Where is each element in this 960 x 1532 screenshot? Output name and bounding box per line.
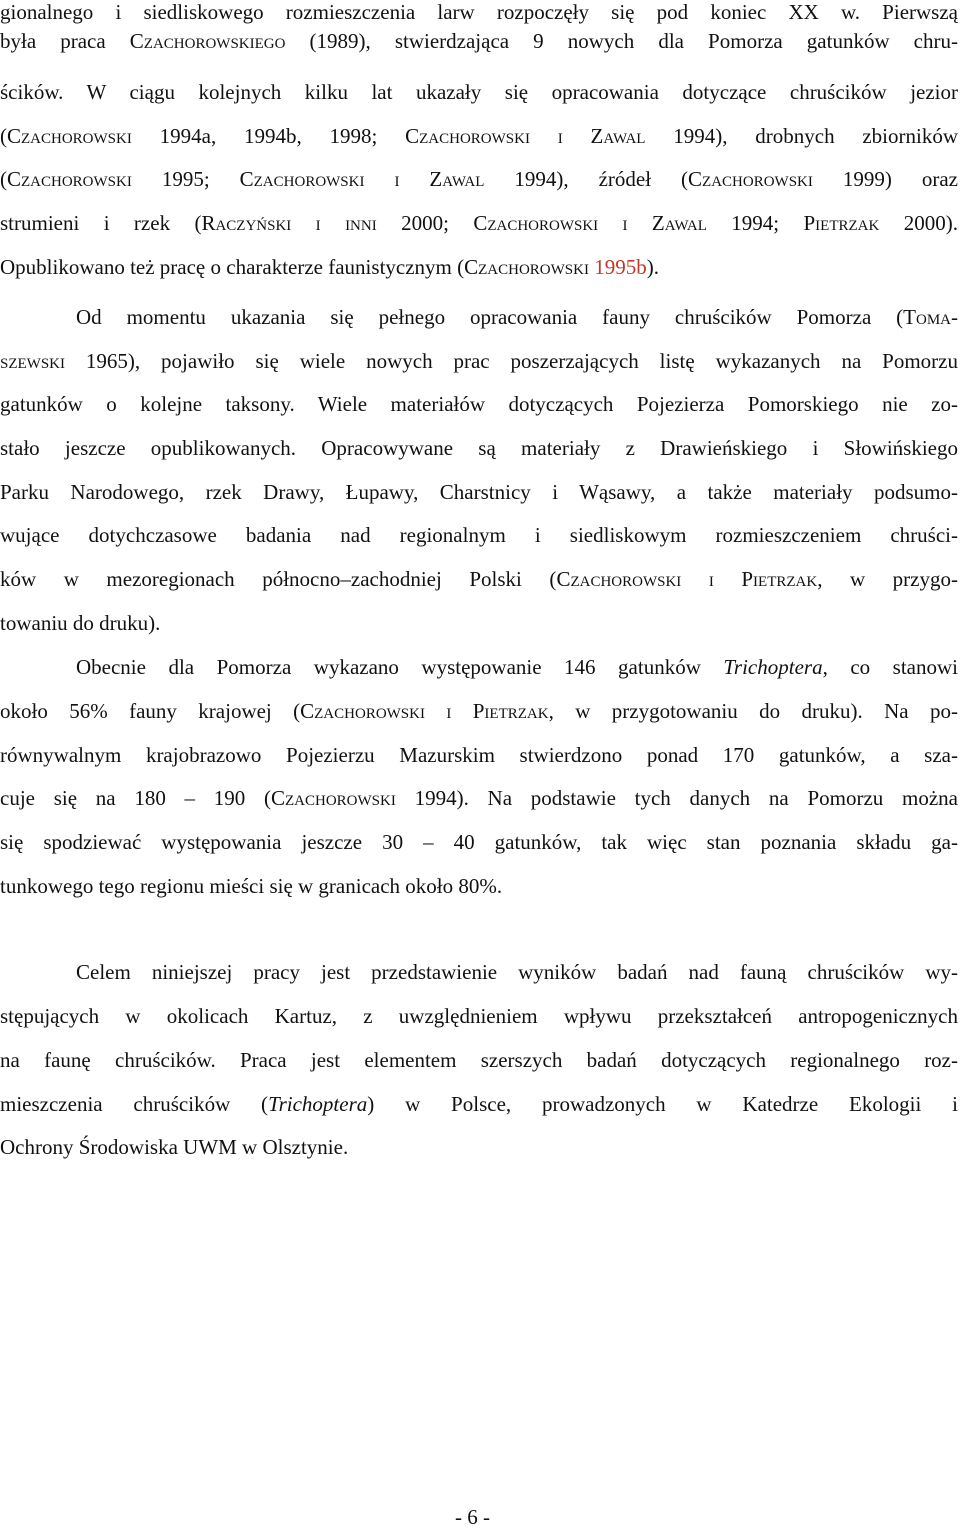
text: , w przygotowaniu do druku). Na po-: [548, 699, 958, 723]
text-line: [76, 652, 958, 682]
text: 1994), źródeł (: [484, 167, 689, 191]
text: (1989), stwierdzająca 9 nowych dla Pomorza gatunków chru-: [285, 29, 958, 53]
citation-author: Czachorowski: [271, 786, 396, 810]
text: , co stanowi: [822, 655, 958, 679]
citation-author: Czachorowski i Zawal: [239, 167, 485, 191]
text: 1999) oraz: [812, 167, 958, 191]
text: Od momentu ukazania się pełnego opracowania fauny chruścików Pomorza (: [76, 305, 904, 329]
text-line: [0, 433, 958, 463]
text: równywalnym krajobrazowo Pojezierzu Mazurskim stwierdzono ponad 170 gatunków, a sza-: [0, 743, 958, 767]
text-line: [0, 389, 958, 419]
citation-author: Pietrzak: [803, 211, 880, 235]
text: 1994). Na podstawie tych danych na Pomorzu można: [395, 786, 958, 810]
text-line: [0, 827, 958, 857]
citation-author: Czachorowskiego: [129, 29, 286, 53]
text: 2000;: [376, 211, 474, 235]
text: ).: [646, 255, 659, 279]
citation-author: Czachorowski i Zawal: [473, 211, 707, 235]
text-line: [0, 871, 502, 901]
text: (: [0, 124, 7, 148]
text-line: [0, 26, 958, 56]
citation-author: Czachorowski i Zawal: [405, 124, 646, 148]
text-line: [76, 957, 958, 987]
text: , w przygo-: [817, 567, 958, 591]
text: Celem niniejszej pracy jest przedstawienie wyników badań nad fauną chruścików wy-: [76, 960, 958, 984]
text: tunkowego tego regionu mieści się w granicach około 80%.: [0, 874, 503, 898]
text: (: [0, 167, 7, 191]
citation-author: Czachorowski: [7, 167, 132, 191]
citation-author: Czachorowski: [7, 124, 132, 148]
citation-author: Czachorowski i Pietrzak: [300, 699, 549, 723]
text: około 56% fauny krajowej (: [0, 699, 301, 723]
citation-author: Raczyński i inni: [201, 211, 377, 235]
citation-author: Toma-: [903, 305, 958, 329]
text-line: [0, 252, 659, 282]
text-line: [0, 121, 958, 151]
text-line: [0, 696, 958, 726]
text: Parku Narodowego, rzek Drawy, Łupawy, Charstnicy i Wąsawy, a także materiały podsumo-: [0, 480, 958, 504]
text: stało jeszcze opublikowanych. Opracowywane są materiały z Drawieńskiego i Słowińskiego: [0, 436, 958, 460]
text-line: [0, 1045, 958, 1075]
text: Opublikowano też pracę o charakterze faunistycznym (: [0, 255, 465, 279]
text-line: [76, 302, 958, 332]
text: cuje się na 180 – 190 (: [0, 786, 271, 810]
text-line: [0, 164, 958, 194]
citation-author: szewski: [0, 349, 65, 373]
text: gatunków o kolejne taksony. Wiele materiałów dotyczących Pojezierza Pomorskiego nie zo-: [0, 392, 958, 416]
text: ków w mezoregionach północno–zachodniej Polski (: [0, 567, 557, 591]
text: ścików. W ciągu kolejnych kilku lat ukazały się opracowania dotyczące chruścików jezior: [0, 80, 958, 104]
text-line: [0, 0, 958, 27]
text: wujące dotychczasowe badania nad regionalnym i siedliskowym rozmieszczeniem chruści-: [0, 523, 958, 547]
text-line: [0, 208, 958, 238]
text-line: [0, 564, 958, 594]
text-line: [0, 346, 958, 376]
citation-author: Czachorowski: [464, 255, 589, 279]
text: 1994), drobnych zbiorników: [645, 124, 959, 148]
text: była praca: [0, 29, 130, 53]
text-line: [0, 740, 958, 770]
text: stępujących w okolicach Kartuz, z uwzględnieniem wpływu przekształceń antropogenicznych: [0, 1004, 958, 1028]
text: Ochrony Środowiska UWM w Olsztynie.: [0, 1135, 349, 1159]
text-line: [0, 477, 958, 507]
text: 1965), pojawiło się wiele nowych prac poszerzających listę wykazanych na Pomorzu: [65, 349, 958, 373]
text-line: [0, 1001, 958, 1031]
text: 2000).: [879, 211, 958, 235]
text: 1994a, 1994b, 1998;: [131, 124, 406, 148]
text: się spodziewać występowania jeszcze 30 – 40 gatunków, tak więc stan poznania składu ga-: [0, 830, 958, 854]
text-line: [0, 1132, 348, 1162]
citation-link[interactable]: 1995b: [588, 255, 647, 279]
text: 1994;: [706, 211, 804, 235]
text-line: [0, 77, 958, 107]
text-line: [0, 1089, 958, 1119]
taxon-name: Trichoptera: [723, 655, 823, 679]
citation-author: Czachorowski i Pietrzak: [556, 567, 818, 591]
taxon-name: Trichoptera: [268, 1092, 368, 1116]
page-number: - 6 -: [455, 1505, 490, 1529]
text: strumieni i rzek (: [0, 211, 202, 235]
text: na faunę chruścików. Praca jest elementem szerszych badań dotyczących regionalnego roz-: [0, 1048, 958, 1072]
text-line: [0, 520, 958, 550]
text: gionalnego i siedliskowego rozmieszczenia larw rozpoczęły się pod koniec XX w. Pierwszą: [0, 0, 958, 24]
citation-author: Czachorowski: [688, 167, 813, 191]
text: mieszczenia chruścików (: [0, 1092, 269, 1116]
text-line: [0, 608, 160, 638]
text: ) w Polsce, prowadzonych w Katedrze Ekologii i: [367, 1092, 958, 1116]
text-line: [0, 783, 958, 813]
text: Obecnie dla Pomorza wykazano występowanie 146 gatunków: [76, 655, 724, 679]
text: 1995;: [131, 167, 240, 191]
text: towaniu do druku).: [0, 611, 161, 635]
